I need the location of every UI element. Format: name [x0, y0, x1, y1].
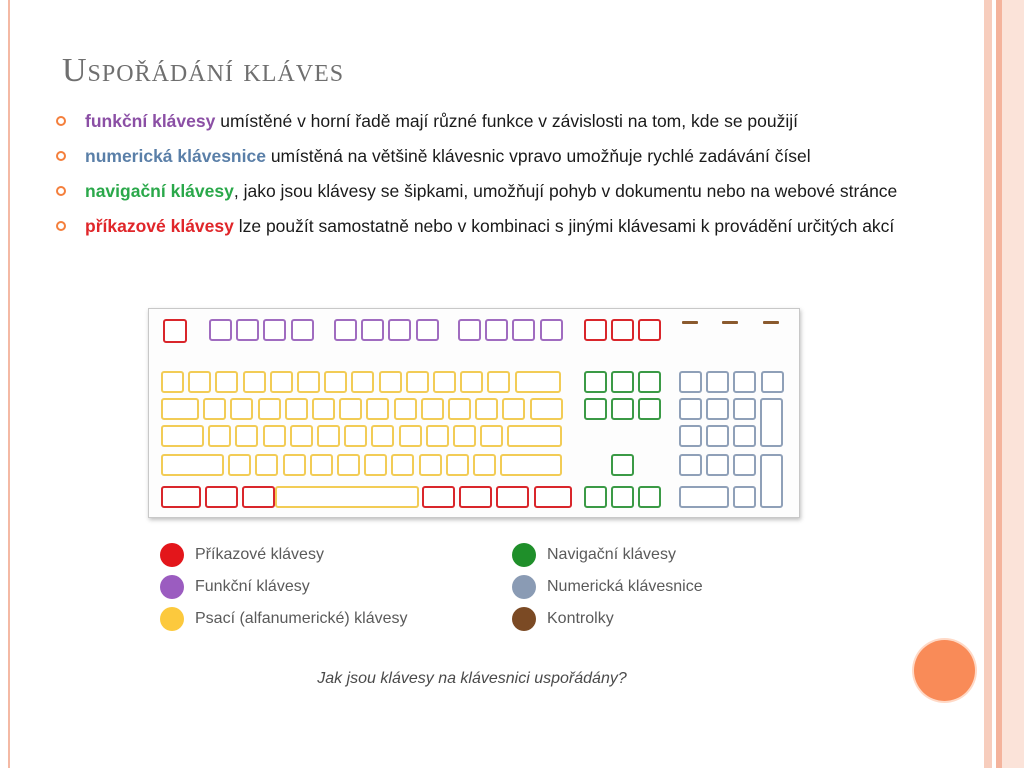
bullet-circle-icon [56, 186, 66, 196]
typing-key [230, 398, 253, 420]
numeric-key [679, 371, 702, 393]
typing-key [366, 398, 389, 420]
typing-key [530, 398, 563, 420]
typing-key [351, 371, 374, 393]
yellow-dot-icon [160, 607, 184, 631]
function-key [540, 319, 563, 341]
navigation-key [584, 371, 607, 393]
typing-key [208, 425, 231, 447]
function-key [236, 319, 259, 341]
function-key [416, 319, 439, 341]
typing-key [391, 454, 414, 476]
legend-item-command [160, 542, 324, 568]
bullet-text: lze použít samostatně nebo v kombinaci s jinými klávesami k provádění určitých akcí [233, 216, 895, 236]
red-dot-icon [160, 543, 184, 567]
bullet-item-function-keys [55, 108, 937, 134]
command-key [205, 486, 238, 508]
function-key [458, 319, 481, 341]
typing-key [310, 454, 333, 476]
typing-key [290, 425, 313, 447]
typing-key [379, 371, 402, 393]
typing-key [228, 454, 251, 476]
green-dot-icon [512, 543, 536, 567]
typing-key [215, 371, 238, 393]
command-key [459, 486, 492, 508]
arrow-key [584, 486, 607, 508]
command-key [534, 486, 572, 508]
command-key [584, 319, 607, 341]
typing-key [312, 398, 335, 420]
typing-key [480, 425, 503, 447]
bullet-circle-icon [56, 151, 66, 161]
numeric-key [679, 486, 729, 508]
function-key [388, 319, 411, 341]
typing-key [448, 398, 471, 420]
brown-dot-icon [512, 607, 536, 631]
typing-key [507, 425, 562, 447]
typing-key [426, 425, 449, 447]
function-key [334, 319, 357, 341]
gray-dot-icon [512, 575, 536, 599]
command-key [638, 319, 661, 341]
typing-key [399, 425, 422, 447]
legend [160, 542, 760, 638]
command-key [161, 486, 201, 508]
navigation-key [638, 398, 661, 420]
typing-key [161, 454, 224, 476]
function-key [512, 319, 535, 341]
typing-key [394, 398, 417, 420]
numeric-key [679, 425, 702, 447]
numeric-key [760, 398, 783, 447]
typing-key [161, 371, 184, 393]
command-key [422, 486, 455, 508]
typing-key [453, 425, 476, 447]
legend-item-navigation [512, 542, 676, 568]
legend-label: Numerická klávesnice [547, 578, 703, 595]
typing-key [324, 371, 347, 393]
typing-key [364, 454, 387, 476]
command-key [496, 486, 529, 508]
bullet-text: umístěné v horní řadě mají různé funkce v závislosti na tom, kde se použijí [215, 111, 798, 131]
typing-key [344, 425, 367, 447]
typing-key [258, 398, 281, 420]
typing-key [317, 425, 340, 447]
arrow-key [611, 454, 634, 476]
function-key [361, 319, 384, 341]
typing-key [433, 371, 456, 393]
typing-key [203, 398, 226, 420]
typing-key [487, 371, 510, 393]
typing-key [502, 398, 525, 420]
decorative-stripes [980, 0, 1024, 768]
typing-key [161, 425, 204, 447]
numeric-key [760, 454, 783, 508]
typing-key [339, 398, 362, 420]
space-bar [275, 486, 419, 508]
bullet-item-numeric-keypad [55, 143, 937, 169]
command-key [242, 486, 275, 508]
image-caption: Jak jsou klávesy na klávesnici uspořádány? [317, 670, 627, 687]
numeric-key [733, 371, 756, 393]
command-key [611, 319, 634, 341]
purple-dot-icon [160, 575, 184, 599]
navigation-key [584, 398, 607, 420]
typing-key [263, 425, 286, 447]
typing-key [270, 371, 293, 393]
bullet-term: numerická klávesnice [85, 146, 266, 166]
numeric-key [679, 454, 702, 476]
numeric-key [706, 398, 729, 420]
bullet-item-command-keys [55, 213, 937, 239]
typing-key [406, 371, 429, 393]
function-key [485, 319, 508, 341]
typing-key [460, 371, 483, 393]
arrow-key [611, 486, 634, 508]
bullet-list [55, 108, 937, 248]
bullet-text: umístěná na většině klávesnic vpravo umožňuje rychlé zadávání čísel [265, 146, 811, 166]
bullet-text: , jako jsou klávesy se šipkami, umožňují pohyb v dokumentu nebo na webové stránce [233, 181, 898, 201]
indicator-light [763, 321, 779, 324]
typing-key [475, 398, 498, 420]
numeric-key [706, 371, 729, 393]
typing-key [283, 454, 306, 476]
command-key [163, 319, 187, 343]
typing-key [285, 398, 308, 420]
navigation-key [611, 371, 634, 393]
bullet-circle-icon [56, 221, 66, 231]
typing-key [297, 371, 320, 393]
typing-key [446, 454, 469, 476]
legend-item-numeric [512, 574, 703, 600]
indicator-light [722, 321, 738, 324]
legend-label: Navigační klávesy [547, 546, 676, 563]
indicator-light [682, 321, 698, 324]
typing-key [500, 454, 562, 476]
keyboard-diagram [148, 308, 800, 518]
legend-label: Příkazové klávesy [195, 546, 324, 563]
numeric-key [679, 398, 702, 420]
numeric-key [706, 425, 729, 447]
typing-key [188, 371, 211, 393]
legend-label: Kontrolky [547, 610, 614, 627]
legend-label: Funkční klávesy [195, 578, 310, 595]
numeric-key [761, 371, 784, 393]
function-key [263, 319, 286, 341]
decorative-orange-circle [914, 640, 975, 701]
typing-key [419, 454, 442, 476]
bullet-term: navigační klávesy [85, 181, 234, 201]
arrow-key [638, 486, 661, 508]
bullet-circle-icon [56, 116, 66, 126]
slide-title: Uspořádání kláves [62, 52, 345, 89]
function-key [291, 319, 314, 341]
navigation-key [638, 371, 661, 393]
navigation-key [611, 398, 634, 420]
numeric-key [733, 454, 756, 476]
numeric-key [706, 454, 729, 476]
numeric-key [733, 425, 756, 447]
typing-key [161, 398, 199, 420]
numeric-key [733, 398, 756, 420]
typing-key [421, 398, 444, 420]
typing-key [255, 454, 278, 476]
typing-key [515, 371, 561, 393]
function-key [209, 319, 232, 341]
bullet-term: příkazové klávesy [85, 216, 234, 236]
typing-key [371, 425, 394, 447]
bullet-term: funkční klávesy [85, 111, 216, 131]
legend-item-indicators [512, 606, 614, 632]
typing-key [243, 371, 266, 393]
legend-label: Psací (alfanumerické) klávesy [195, 610, 408, 627]
typing-key [235, 425, 258, 447]
numeric-key [733, 486, 756, 508]
typing-key [473, 454, 496, 476]
legend-item-function [160, 574, 310, 600]
bullet-item-navigation-keys [55, 178, 937, 204]
typing-key [337, 454, 360, 476]
legend-item-typing [160, 606, 408, 632]
